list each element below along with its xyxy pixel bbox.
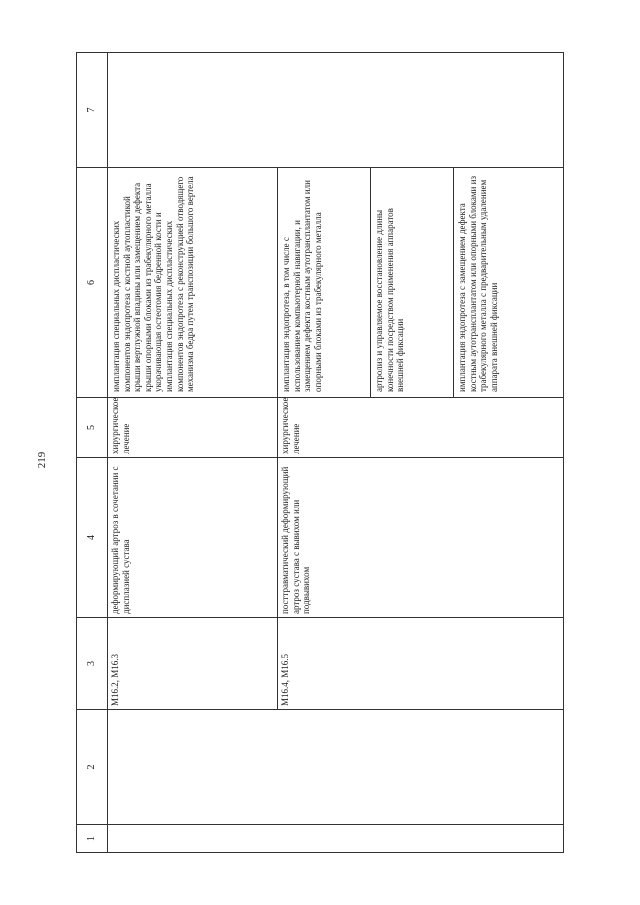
cell-treatment-type: хирургическое лечение bbox=[108, 397, 278, 457]
cell-diagnosis-code: M16.2, M16.3 bbox=[108, 617, 278, 709]
header-col-7: 7 bbox=[77, 52, 108, 167]
cell-diagnosis-code: M16.4, M16.5 bbox=[278, 617, 564, 709]
table-row bbox=[108, 52, 278, 852]
header-col-6: 6 bbox=[77, 167, 108, 397]
header-col-1: 1 bbox=[77, 824, 108, 852]
page-number: 219 bbox=[36, 451, 48, 469]
treatment-method-item: имплантация специальных диспластических компонентов эндопротеза с костной аутопластикой крыши вертлужной впадины или замещением дефекта крыши опорными блоками из трабекулярного металла укорачивающая остеотомия бедренной кости и имплантация специальных диспластических компонентов эндопротеза с реконструкцией отводящего механизма бедра путем транспозиции большого вертела bbox=[111, 175, 196, 392]
cell-treatment-type: хирургическое лечение bbox=[278, 397, 564, 457]
cell-treatment-method bbox=[278, 167, 564, 397]
cell-patient-model: деформирующий артроз в сочетании с дисплазией сустава bbox=[108, 457, 278, 617]
cell-col-2 bbox=[108, 709, 564, 824]
header-col-5: 5 bbox=[77, 397, 108, 457]
cell-patient-model: посттравматический деформирующий артроз сустава с вывихом или подвывихом bbox=[278, 457, 564, 617]
cell-col-7 bbox=[108, 52, 564, 167]
header-col-4: 4 bbox=[77, 457, 108, 617]
table-header-row bbox=[77, 52, 108, 852]
treatment-method-item: имплантация эндопротеза, в том числе с использованием компьютерной навигации, и замещением дефекта костным аутотрансплантатом или опорными блоками из трабекулярного металла bbox=[278, 168, 371, 397]
header-col-2: 2 bbox=[77, 709, 108, 824]
cell-col-1 bbox=[108, 824, 564, 852]
rotated-page-content bbox=[76, 53, 564, 853]
header-col-3: 3 bbox=[77, 617, 108, 709]
treatment-method-item: артролиз и управляемое восстановление длины конечности посредством применения аппаратов внешней фиксации bbox=[371, 168, 454, 397]
treatment-method-item: имплантация эндопротеза с замещением дефекта костным аутотрансплантатом или опорными блоками из трабекулярного металла с предварительным удалением аппарата внешней фиксации bbox=[457, 175, 499, 392]
cell-treatment-method bbox=[108, 167, 278, 397]
medical-care-table bbox=[76, 52, 564, 853]
